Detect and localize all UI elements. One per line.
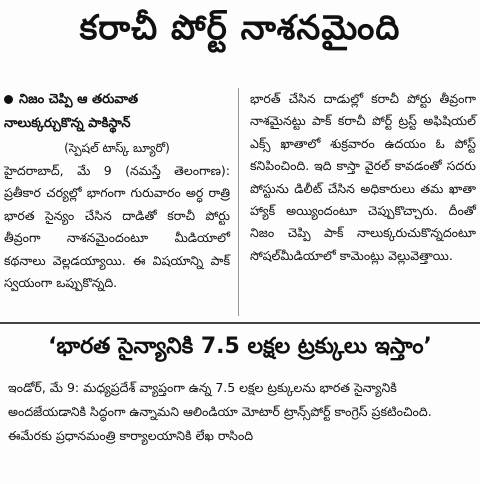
story2-paragraph: ఇండోర్, మే 9: మధ్యప్రదేశ్ వ్యాప్తంగా ఉన్న 7.5 లక్షల ట్రక్కులను భారత సైన్యానికి అందజేయడానికి సిద్ధంగా ఉన్నామని ఆలిండియా మోటార్ ట్రాన్స్‌పోర్ట్ కాంగ్రెస్ ప్రకటించింది. ఈమేరకు ప్రధానమంత్రి కార్యాలయానికి లేఖ రాసింది <box>8 380 432 443</box>
bullet-icon <box>4 95 13 104</box>
kicker <box>4 88 230 112</box>
main-headline: కరాచీ పోర్ట్ నాశనమైంది <box>79 8 401 48</box>
left-column <box>4 88 230 294</box>
story1-left-paragraph: హైదరాబాద్, మే 9 (నమస్తే తెలంగాణ): ప్రతీకార చర్యల్లో భాగంగా గురువారం అర్ధ రాత్రి భారత సైన్యం చేసిన దాడితో కరాచీ పోర్టు తీవ్రంగా నాశనమైందంటూ మీడియాలో కథనాలు వెల్లడయ్యాయి. ఈ విషయాన్ని పాక్ స్వయంగా ఒప్పుకొన్నది. <box>4 163 230 291</box>
kicker-line1: నిజం చెప్పి ఆ తరువాత <box>19 92 139 107</box>
story1-right-paragraph: భారత్ చేసిన దాడుల్లో కరాచీ పోర్టు తీవ్రంగా నాశమైనట్టు పాక్ కరాచీ పోర్ట్ ట్రస్ట్ అఫిషియల్ ఎక్స్ ఖాతాలో శుక్రవారం ఉదయం ఓ పోస్ట్ కనిపించింది. ఇది కాస్తా వైరల్ కావడంతో సదరు పోస్టును డిలీట్ చేసిన అధికారులు తమ ఖాతా హ్యాక్ అయ్యిందంటూ చెప్పుకొచ్చారు. దీంతో నిజం చెప్పి పాక్ నాలుక్కరుచుకొన్నదంటూ సోషల్‌మీడియాలో కామెంట్లు వెల్లువెత్తాయి. <box>250 91 476 263</box>
section-divider <box>0 322 480 324</box>
column-divider <box>238 88 239 316</box>
byline: (స్పెషల్ టాస్క్ బ్యూరో) <box>64 141 170 155</box>
right-column <box>250 88 476 267</box>
kicker-line2: నాలుక్కర్చుకొన్న పాకిస్థాన్ <box>4 116 131 131</box>
second-headline: ‘భారత సైన్యానికి 7.5 లక్షల ట్రక్కులు ఇస్తాం’ <box>48 334 432 359</box>
